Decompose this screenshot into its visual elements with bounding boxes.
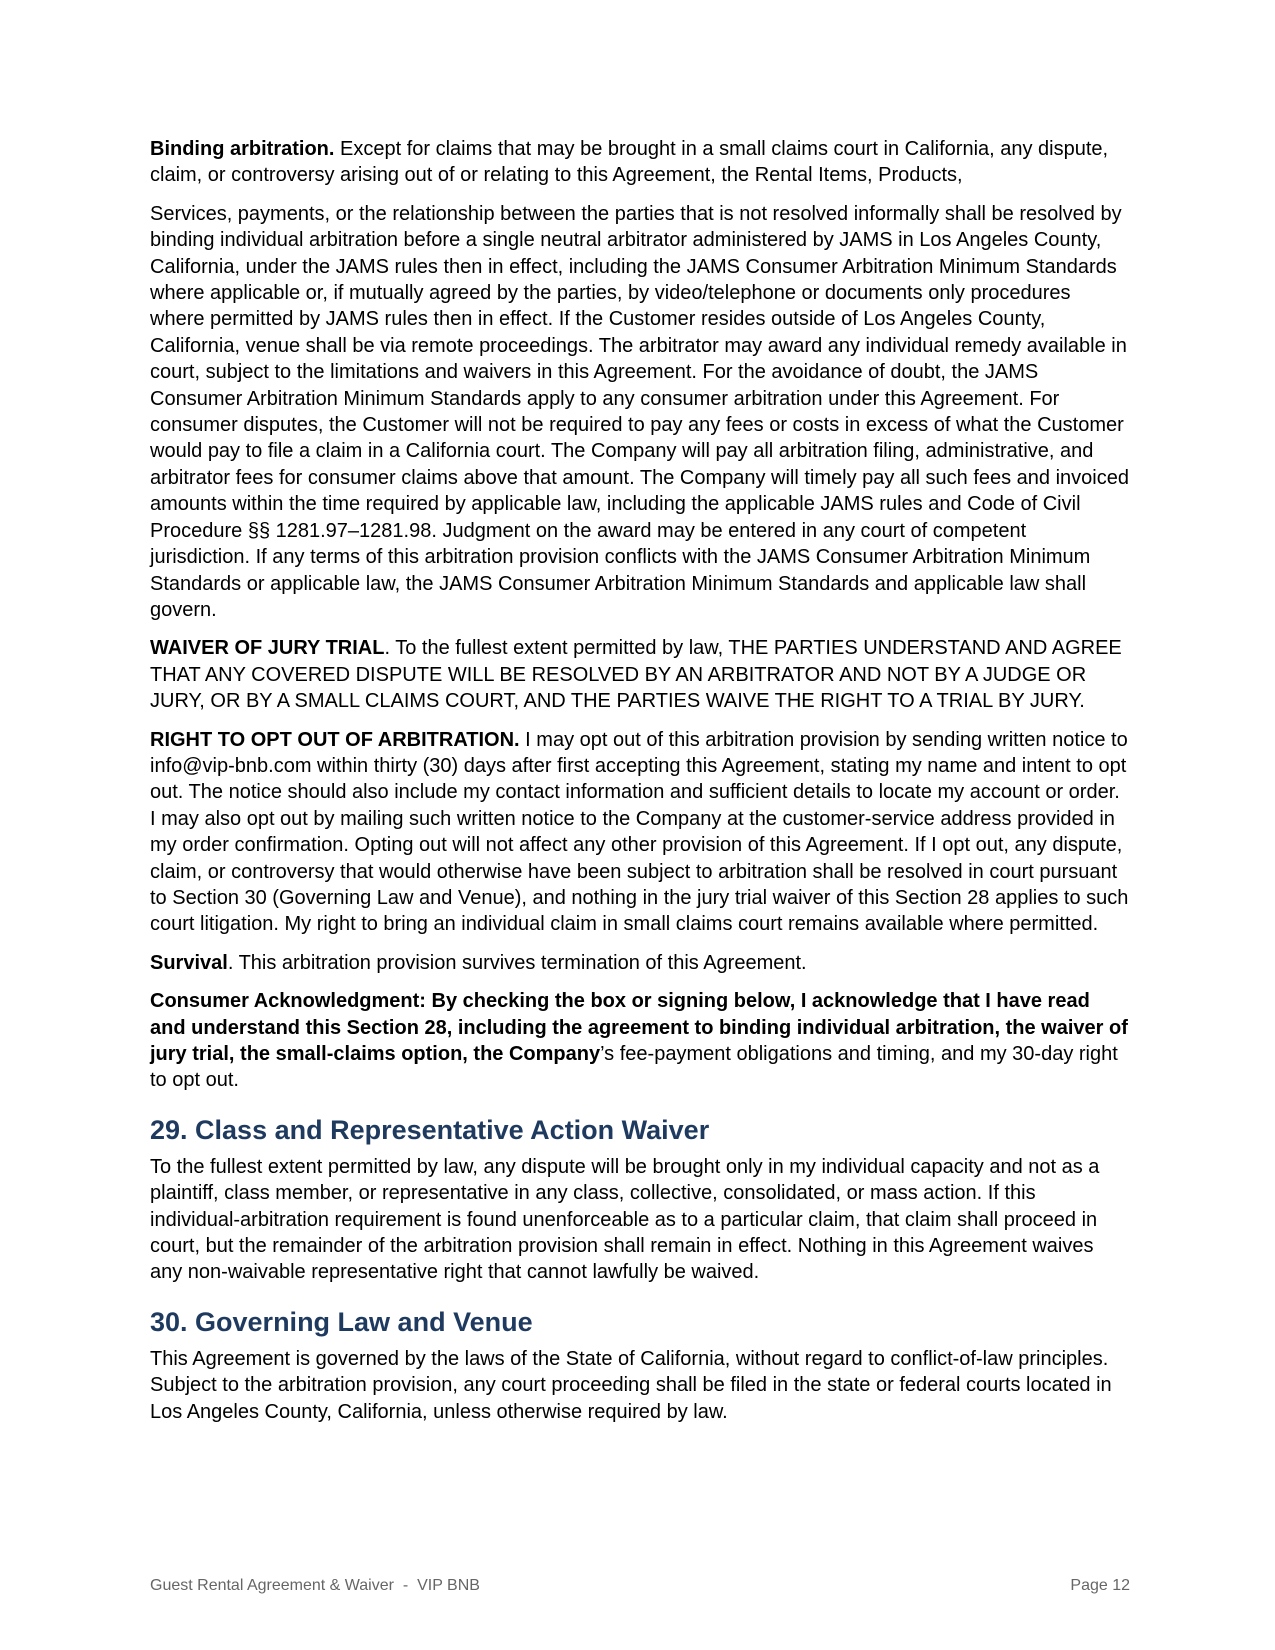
- acknowledgment-heading: Consumer Acknowledgment: By checking the box or signing below, I acknowledge that I have read and understand this Section 28, including the agreement to binding individual arbitration, the waiver of jury trial, the small-claims option, the Company: [150, 990, 1128, 1065]
- opt-out-heading: RIGHT TO OPT OUT OF ARBITRATION.: [150, 728, 520, 751]
- jury-waiver-paragraph: [150, 635, 1130, 714]
- opt-out-paragraph: [150, 727, 1130, 938]
- document-body: [150, 136, 1130, 1437]
- binding-arbitration-continuation: Services, payments, or the relationship between the parties that is not resolved informally shall be resolved by binding individual arbitration before a single neutral arbitrator administered by JAMS in Los Angeles County, California, under the JAMS rules then in effect, including the JAMS Consumer Arbitration Minimum Standards where applicable or, if mutually agreed by the parties, by video/telephone or documents only procedures where permitted by JAMS rules then in effect. If the Customer resides outside of Los Angeles County, California, venue shall be via remote proceedings. The arbitrator may award any individual remedy available in court, subject to the limitations and waivers in this Agreement. For the avoidance of doubt, the JAMS Consumer Arbitration Minimum Standards apply to any consumer arbitration under this Agreement. For consumer disputes, the Customer will not be required to pay any fees or costs in excess of what the Customer would pay to file a claim in a California court. The Company will pay all arbitration filing, administrative, and arbitrator fees for consumer claims above that amount. The Company will timely pay all such fees and invoiced amounts within the time required by applicable law, including the applicable JAMS rules and Code of Civil Procedure §§ 1281.97–1281.98. Judgment on the award may be entered in any court of competent jurisdiction. If any terms of this arbitration provision conflicts with the JAMS Consumer Arbitration Minimum Standards or applicable law, the JAMS Consumer Arbitration Minimum Standards and applicable law shall govern.: [150, 202, 1129, 621]
- binding-arbitration-text: Except for claims that may be brought in a small claims court in California, any dispute, claim, or controversy arising out of or relating to this Agreement, the Rental Items, Products,: [150, 138, 1109, 187]
- page-footer: [150, 1577, 1130, 1595]
- section-30-title: 30. Governing Law and Venue: [150, 1306, 533, 1337]
- jury-waiver-text: . To the fullest extent permitted by law, THE PARTIES UNDERSTAND AND AGREE THAT ANY COVERED DISPUTE WILL BE RESOLVED BY AN ARBITRATOR AND NOT BY A JUDGE OR JURY, OR BY A SMALL CLAIMS COURT, AND THE PARTIES WAIVE THE RIGHT TO A TRIAL BY JURY.: [150, 637, 1122, 713]
- opt-out-text: I may opt out of this arbitration provision by sending written notice to info@vip-bnb.com within thirty (30) days after first accepting this Agreement, stating my name and intent to opt out. The notice should also include my contact information and sufficient details to locate my account or order. I may also opt out by mailing such written notice to the Company at the customer-service address provided in my order confirmation. Opting out will not affect any other provision of this Agreement. If I opt out, any dispute, claim, or controversy that would otherwise have been subject to arbitration shall be resolved in court pursuant to Section 30 (Governing Law and Venue), and nothing in the jury trial waiver of this Section 28 applies to such court litigation. My right to bring an individual claim in small claims court remains available where permitted.: [150, 728, 1129, 936]
- survival-text: . This arbitration provision survives termination of this Agreement.: [227, 951, 807, 974]
- footer-page-number: Page 12: [1070, 1577, 1130, 1594]
- survival-heading: Survival: [150, 951, 228, 974]
- footer-document-title: Guest Rental Agreement & Waiver - VIP BNB: [150, 1577, 480, 1594]
- binding-arbitration-paragraph: [150, 136, 1130, 189]
- section-29-title: 29. Class and Representative Action Waiver: [150, 1114, 710, 1145]
- acknowledgment-paragraph: [150, 988, 1130, 1094]
- section-29-text: To the fullest extent permitted by law, any dispute will be brought only in my individual capacity and not as a plaintiff, class member, or representative in any class, collective, consolidated, or mass action. If this individual-arbitration requirement is found unenforceable as to a particular claim, that claim shall proceed in court, but the remainder of the arbitration provision shall remain in effect. Nothing in this Agreement waives any non-waivable representative right that cannot lawfully be waived.: [150, 1155, 1100, 1284]
- binding-arbitration-heading: Binding arbitration.: [150, 138, 335, 160]
- jury-waiver-heading: WAIVER OF JURY TRIAL: [150, 637, 385, 660]
- survival-paragraph: [150, 950, 1130, 976]
- acknowledgment-text: ’s fee-payment obligations and timing, and my 30-day right to opt out.: [150, 1043, 1118, 1092]
- section-30-text: This Agreement is governed by the laws of the State of California, without regard to conflict-of-law principles. Subject to the arbitration provision, any court proceeding shall be filed in the state or federal courts located in Los Angeles County, California, unless otherwise required by law.: [150, 1347, 1112, 1423]
